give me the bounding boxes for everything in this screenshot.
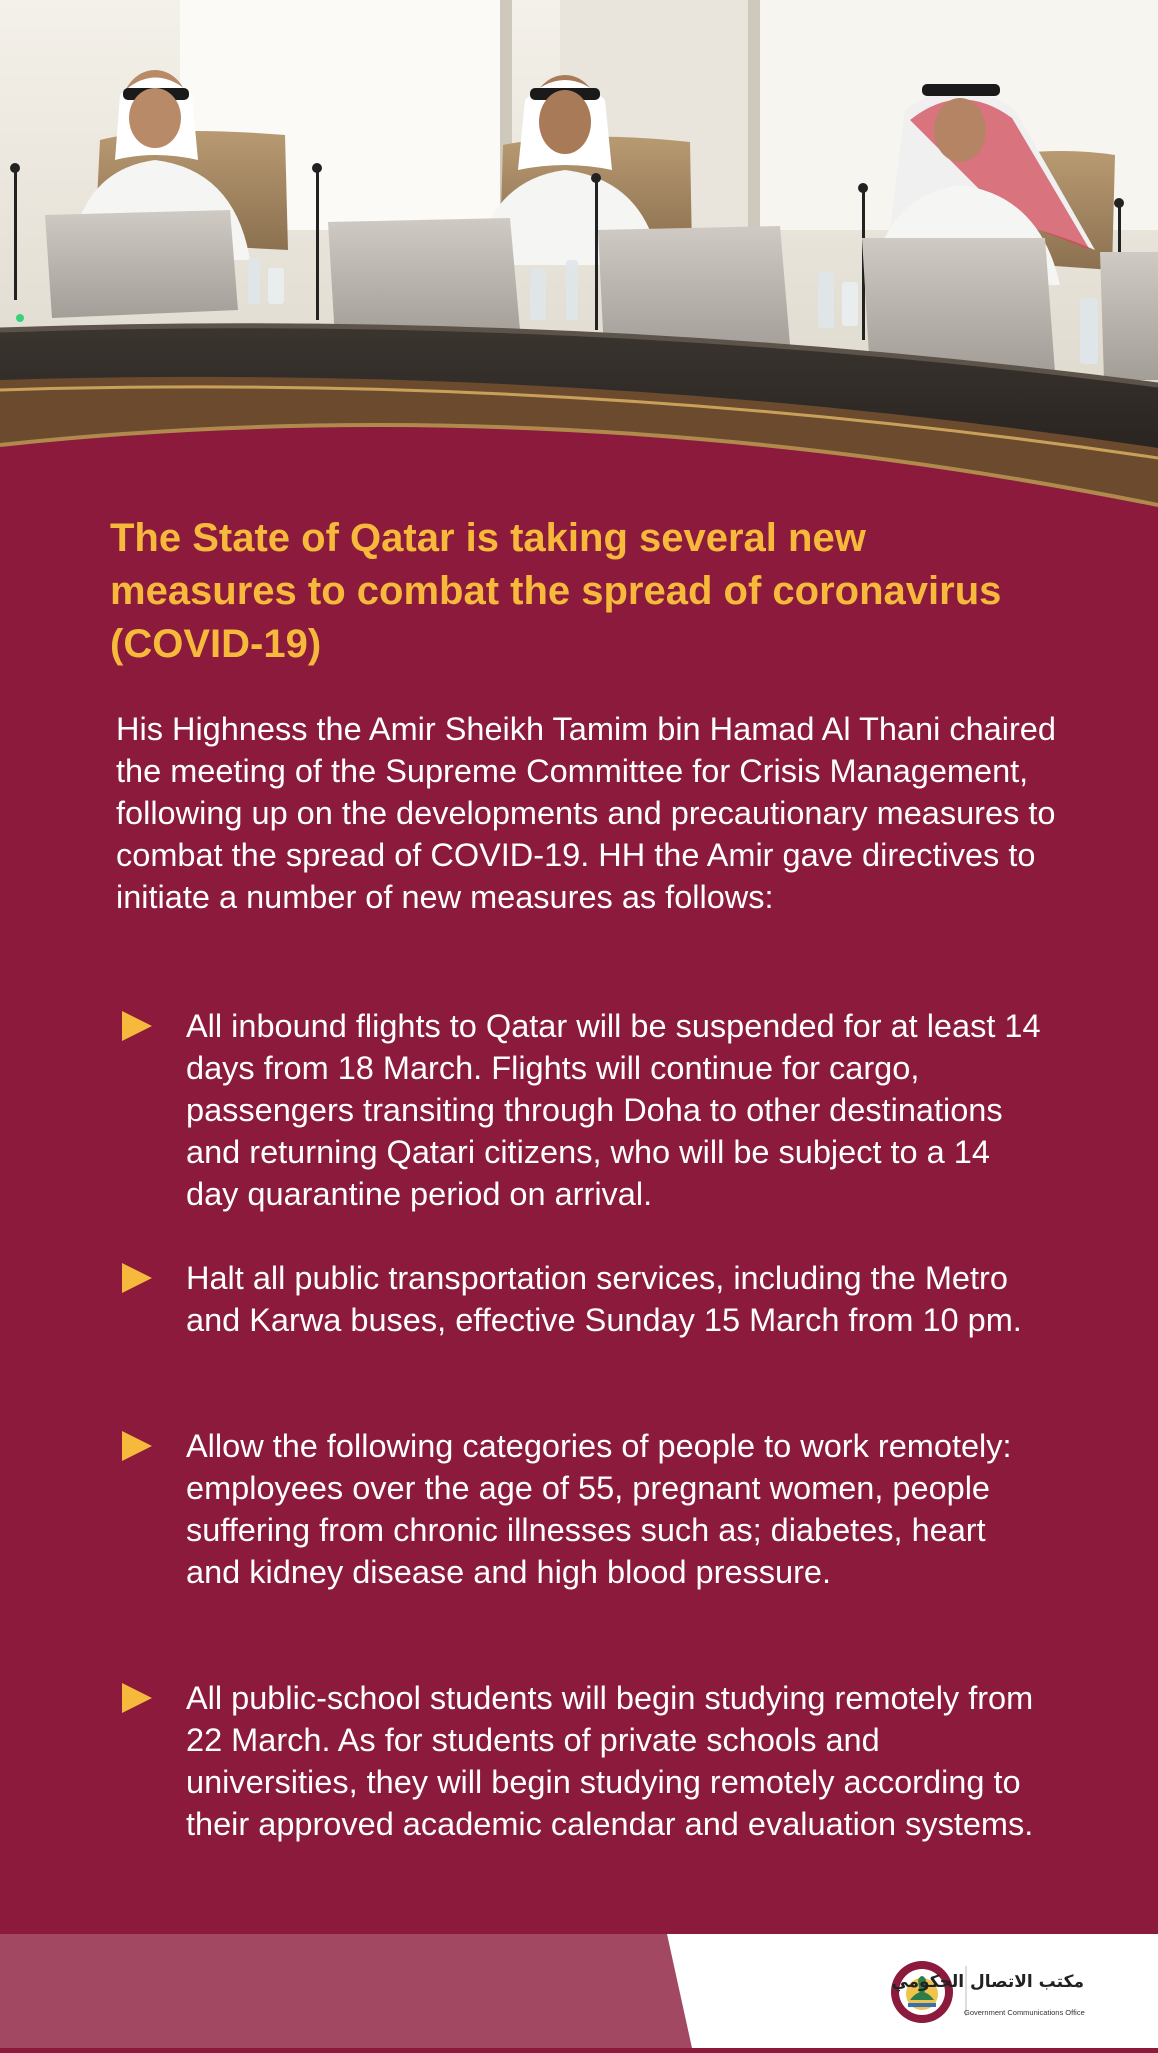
headline: The State of Qatar is taking several new measures to combat the spread of coronavirus (COVID-19) bbox=[110, 516, 1002, 666]
office-name-english: Government Communications Office bbox=[964, 2008, 1085, 2017]
svg-text:مكتب الاتصال الحكومي: مكتب الاتصال الحكومي bbox=[891, 1972, 1084, 1992]
government-communications-office-logo bbox=[888, 1956, 1098, 2028]
intro-paragraph: His Highness the Amir Sheikh Tamim bin Hamad Al Thani chaired the meeting of the Supreme Committee for Crisis Management, following up on the developments and precautionary measures to combat the spread of COVID-19. HH the Amir gave directives to initiate a number of new measures as follows: bbox=[116, 711, 1056, 915]
triangle-bullet-icon bbox=[120, 1681, 154, 1715]
measure-text: Halt all public transportation services, including the Metro and Karwa buses, effective Sunday 15 March from 10 pm. bbox=[186, 1260, 1022, 1338]
measure-text: Allow the following categories of people to work remotely: employees over the age of 55, pregnant women, people suffering from chronic illnesses such as; diabetes, heart and kidney disease and high blood pressure. bbox=[186, 1428, 1012, 1590]
triangle-bullet-icon bbox=[120, 1429, 154, 1463]
measure-text: All public-school students will begin studying remotely from 22 March. As for students of private schools and universities, they will begin studying remotely according to their approved academic calendar and evaluation systems. bbox=[186, 1680, 1034, 1842]
triangle-bullet-icon bbox=[120, 1261, 154, 1295]
triangle-bullet-icon bbox=[120, 1009, 154, 1043]
state-of-qatar-emblem-icon bbox=[891, 1961, 953, 2023]
measure-text: All inbound flights to Qatar will be suspended for at least 14 days from 18 March. Flights will continue for cargo, passengers transiting through Doha to other destinations and returning Qatari citizens, who will be subject to a 14 day quarantine period on arrival. bbox=[186, 1008, 1041, 1212]
